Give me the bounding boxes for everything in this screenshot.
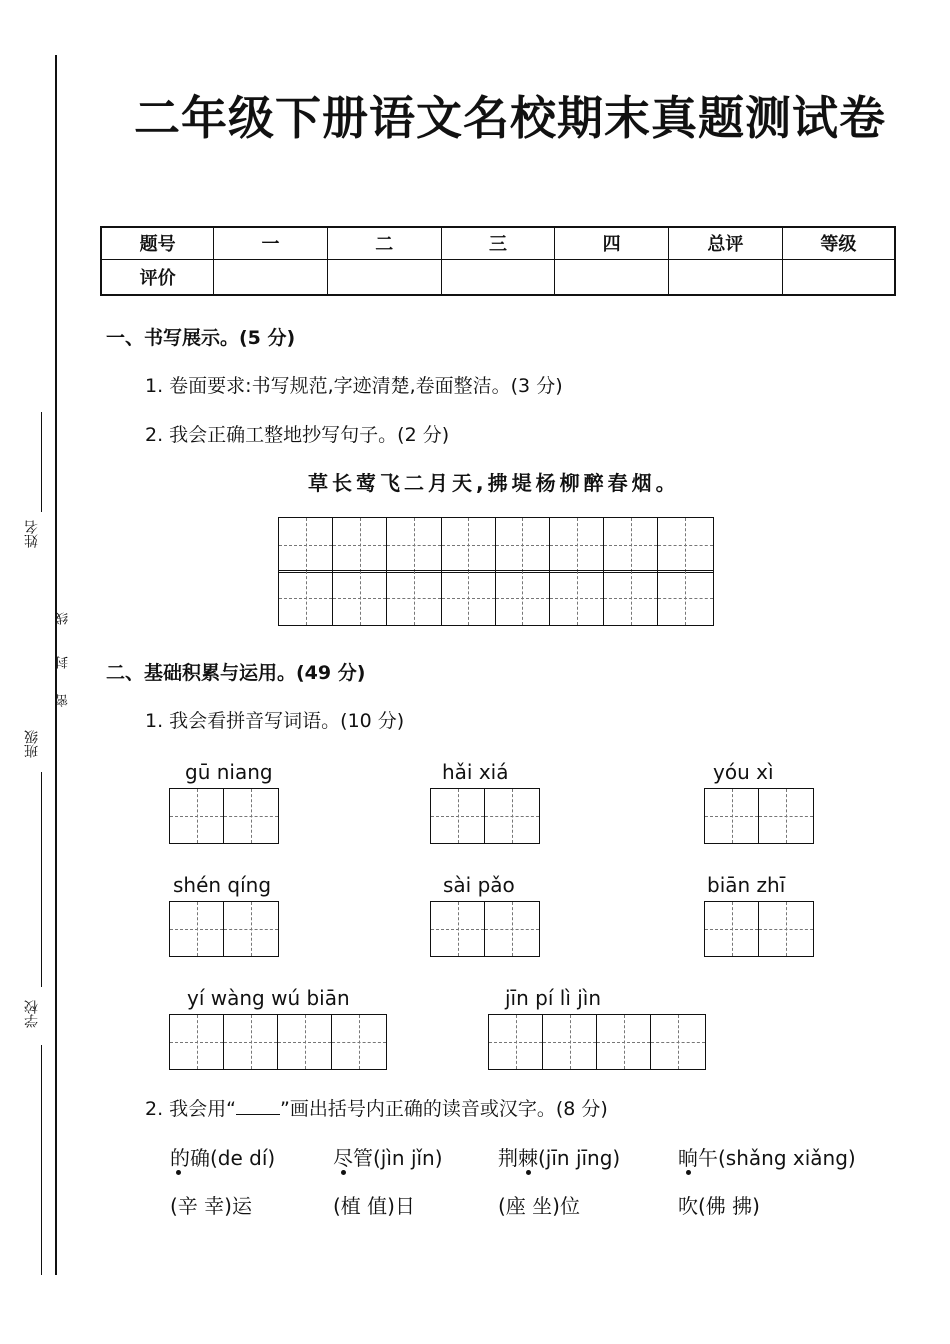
seal-seal-char: 封 bbox=[56, 656, 71, 669]
score-eval-cell[interactable] bbox=[555, 259, 669, 295]
score-eval-cell[interactable] bbox=[327, 259, 441, 295]
pinyin-prompt: biān zhī bbox=[707, 873, 786, 897]
answer-grid[interactable] bbox=[169, 1014, 387, 1070]
section1-heading: 一、书写展示。(5 分) bbox=[106, 327, 296, 349]
school-blank-line bbox=[41, 1045, 42, 1275]
answer-grid[interactable] bbox=[430, 788, 540, 844]
emphasis-dot bbox=[686, 1170, 691, 1175]
answer-grid[interactable] bbox=[704, 788, 814, 844]
q2-prefix: 2. 我会用“ bbox=[145, 1098, 237, 1120]
section1-q2: 2. 我会正确工整地抄写句子。(2 分) bbox=[145, 424, 450, 446]
score-table-header-row bbox=[101, 227, 895, 259]
q2-suffix: ”画出括号内正确的读音或汉字。(8 分) bbox=[280, 1098, 608, 1120]
score-header-cell: 题号 bbox=[101, 227, 214, 259]
score-eval-cell[interactable] bbox=[669, 259, 783, 295]
pinyin-prompt: yí wàng wú biān bbox=[187, 986, 350, 1010]
page-title: 二年级下册语文名校期末真题测试卷 bbox=[134, 91, 886, 145]
option-item[interactable]: (座 坐)位 bbox=[498, 1194, 580, 1218]
option-item[interactable]: 尽管(jìn jǐn) bbox=[333, 1146, 443, 1170]
option-item[interactable]: (辛 幸)运 bbox=[170, 1194, 252, 1218]
option-item[interactable]: 晌午(shǎng xiǎng) bbox=[678, 1146, 856, 1170]
underline-sample bbox=[236, 1114, 280, 1115]
emphasis-dot bbox=[526, 1170, 531, 1175]
name-blank-line bbox=[41, 412, 42, 512]
class-label: 班级 bbox=[24, 730, 40, 758]
copy-sentence: 草长莺飞二月天,拂堤杨柳醉春烟。 bbox=[308, 471, 680, 495]
option-item[interactable]: 荆棘(jīn jīng) bbox=[498, 1146, 621, 1170]
answer-grid[interactable] bbox=[704, 901, 814, 957]
score-header-cell: 一 bbox=[214, 227, 328, 259]
section2-q2 bbox=[145, 1094, 608, 1121]
option-item[interactable]: 吹(佛 拂) bbox=[678, 1194, 760, 1218]
score-eval-label: 评价 bbox=[101, 259, 214, 295]
score-header-cell: 三 bbox=[441, 227, 555, 259]
score-header-cell: 总评 bbox=[669, 227, 783, 259]
answer-grid[interactable] bbox=[169, 788, 279, 844]
score-table bbox=[100, 226, 896, 296]
score-eval-cell[interactable] bbox=[441, 259, 555, 295]
name-label: 姓名 bbox=[24, 520, 40, 548]
score-table-eval-row bbox=[101, 259, 895, 295]
class-blank-line bbox=[41, 772, 42, 987]
answer-grid[interactable] bbox=[430, 901, 540, 957]
copy-grid-row-2[interactable] bbox=[278, 570, 714, 626]
seal-line-char: 线 bbox=[56, 612, 71, 625]
pinyin-prompt: yóu xì bbox=[713, 760, 774, 784]
school-label: 学校 bbox=[24, 1000, 40, 1028]
option-item[interactable]: 的确(de dí) bbox=[170, 1146, 276, 1170]
pinyin-prompt: shén qíng bbox=[173, 873, 272, 897]
score-eval-cell[interactable] bbox=[782, 259, 895, 295]
pinyin-prompt: hǎi xiá bbox=[442, 760, 509, 784]
score-eval-cell[interactable] bbox=[214, 259, 328, 295]
pinyin-prompt: jīn pí lì jìn bbox=[505, 986, 602, 1010]
seal-secret-char: 密 bbox=[56, 694, 71, 707]
pinyin-prompt: sài pǎo bbox=[443, 873, 515, 897]
pinyin-prompt: gū niang bbox=[185, 760, 273, 784]
option-item[interactable]: (植 值)日 bbox=[333, 1194, 415, 1218]
copy-grid-row-1[interactable] bbox=[278, 517, 714, 573]
emphasis-dot bbox=[176, 1170, 181, 1175]
score-header-cell: 等级 bbox=[782, 227, 895, 259]
section2-q1: 1. 我会看拼音写词语。(10 分) bbox=[145, 710, 405, 732]
section1-q1: 1. 卷面要求:书写规范,字迹清楚,卷面整洁。(3 分) bbox=[145, 375, 563, 397]
section2-heading: 二、基础积累与运用。(49 分) bbox=[106, 662, 366, 684]
answer-grid[interactable] bbox=[169, 901, 279, 957]
answer-grid[interactable] bbox=[488, 1014, 706, 1070]
emphasis-dot bbox=[341, 1170, 346, 1175]
score-header-cell: 四 bbox=[555, 227, 669, 259]
score-header-cell: 二 bbox=[327, 227, 441, 259]
